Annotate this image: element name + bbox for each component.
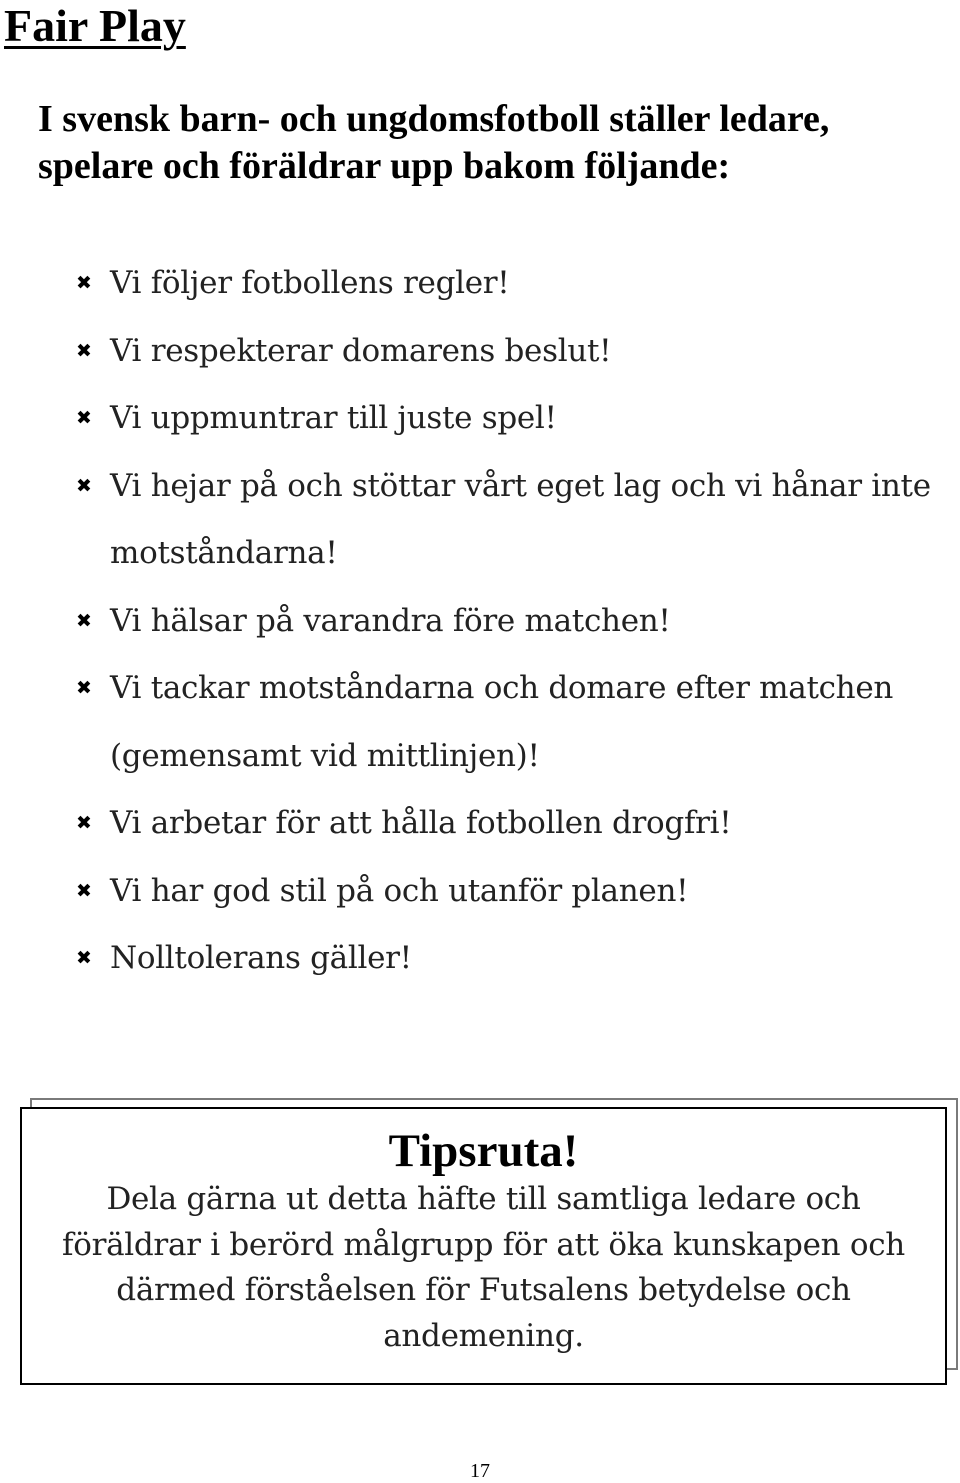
x-mark-icon: ✖ xyxy=(76,407,92,429)
x-mark-icon: ✖ xyxy=(76,339,92,362)
tip-title: Tipsruta! xyxy=(388,1125,579,1177)
rule-text: Vi har god stil på och utanför planen! xyxy=(110,872,689,909)
x-mark-icon: ✖ xyxy=(76,677,92,699)
tip-text: Dela gärna ut detta häfte till samtliga ledare och föräldrar i berörd målgrupp för att öka kunskapen och därmed förståelsen för Futsalens betydelse och andemening. xyxy=(62,1181,905,1354)
list-item xyxy=(76,925,956,993)
x-mark-icon: ✖ xyxy=(76,947,92,969)
rules-list xyxy=(76,250,956,993)
list-item xyxy=(76,250,956,318)
list-item xyxy=(76,588,956,656)
list-item xyxy=(76,858,956,926)
rule-text: Vi uppmuntrar till juste spel! xyxy=(110,400,557,436)
rule-text: Vi respekterar domarens beslut! xyxy=(110,332,612,369)
rule-text: Nolltolerans gäller! xyxy=(110,940,412,976)
x-mark-icon: ✖ xyxy=(76,609,92,632)
list-item xyxy=(76,385,956,453)
intro-text: I svensk barn- och ungdomsfotboll ställer ledare, spelare och föräldrar upp bakom följande: xyxy=(38,98,830,187)
x-mark-icon: ✖ xyxy=(76,474,92,497)
rule-text: Vi tackar motståndarna och domare efter matchen (gemensamt vid mittlinjen)! xyxy=(110,670,894,774)
list-item xyxy=(76,790,956,858)
x-mark-icon: ✖ xyxy=(76,879,92,902)
list-item xyxy=(76,655,956,790)
page-number: 17 xyxy=(470,1460,490,1482)
x-mark-icon: ✖ xyxy=(76,812,92,834)
list-item xyxy=(76,453,956,588)
rule-text: Vi hälsar på varandra före matchen! xyxy=(110,602,671,639)
rule-text: Vi arbetar för att hålla fotbollen drogfri! xyxy=(110,805,732,841)
list-item xyxy=(76,318,956,386)
x-mark-icon: ✖ xyxy=(76,272,92,294)
tip-box xyxy=(20,1107,947,1385)
rule-text: Vi hejar på och stöttar vårt eget lag och vi hånar inte motståndarna! xyxy=(110,467,931,571)
page-title: Fair Play xyxy=(4,0,186,51)
rule-text: Vi följer fotbollens regler! xyxy=(110,265,510,301)
